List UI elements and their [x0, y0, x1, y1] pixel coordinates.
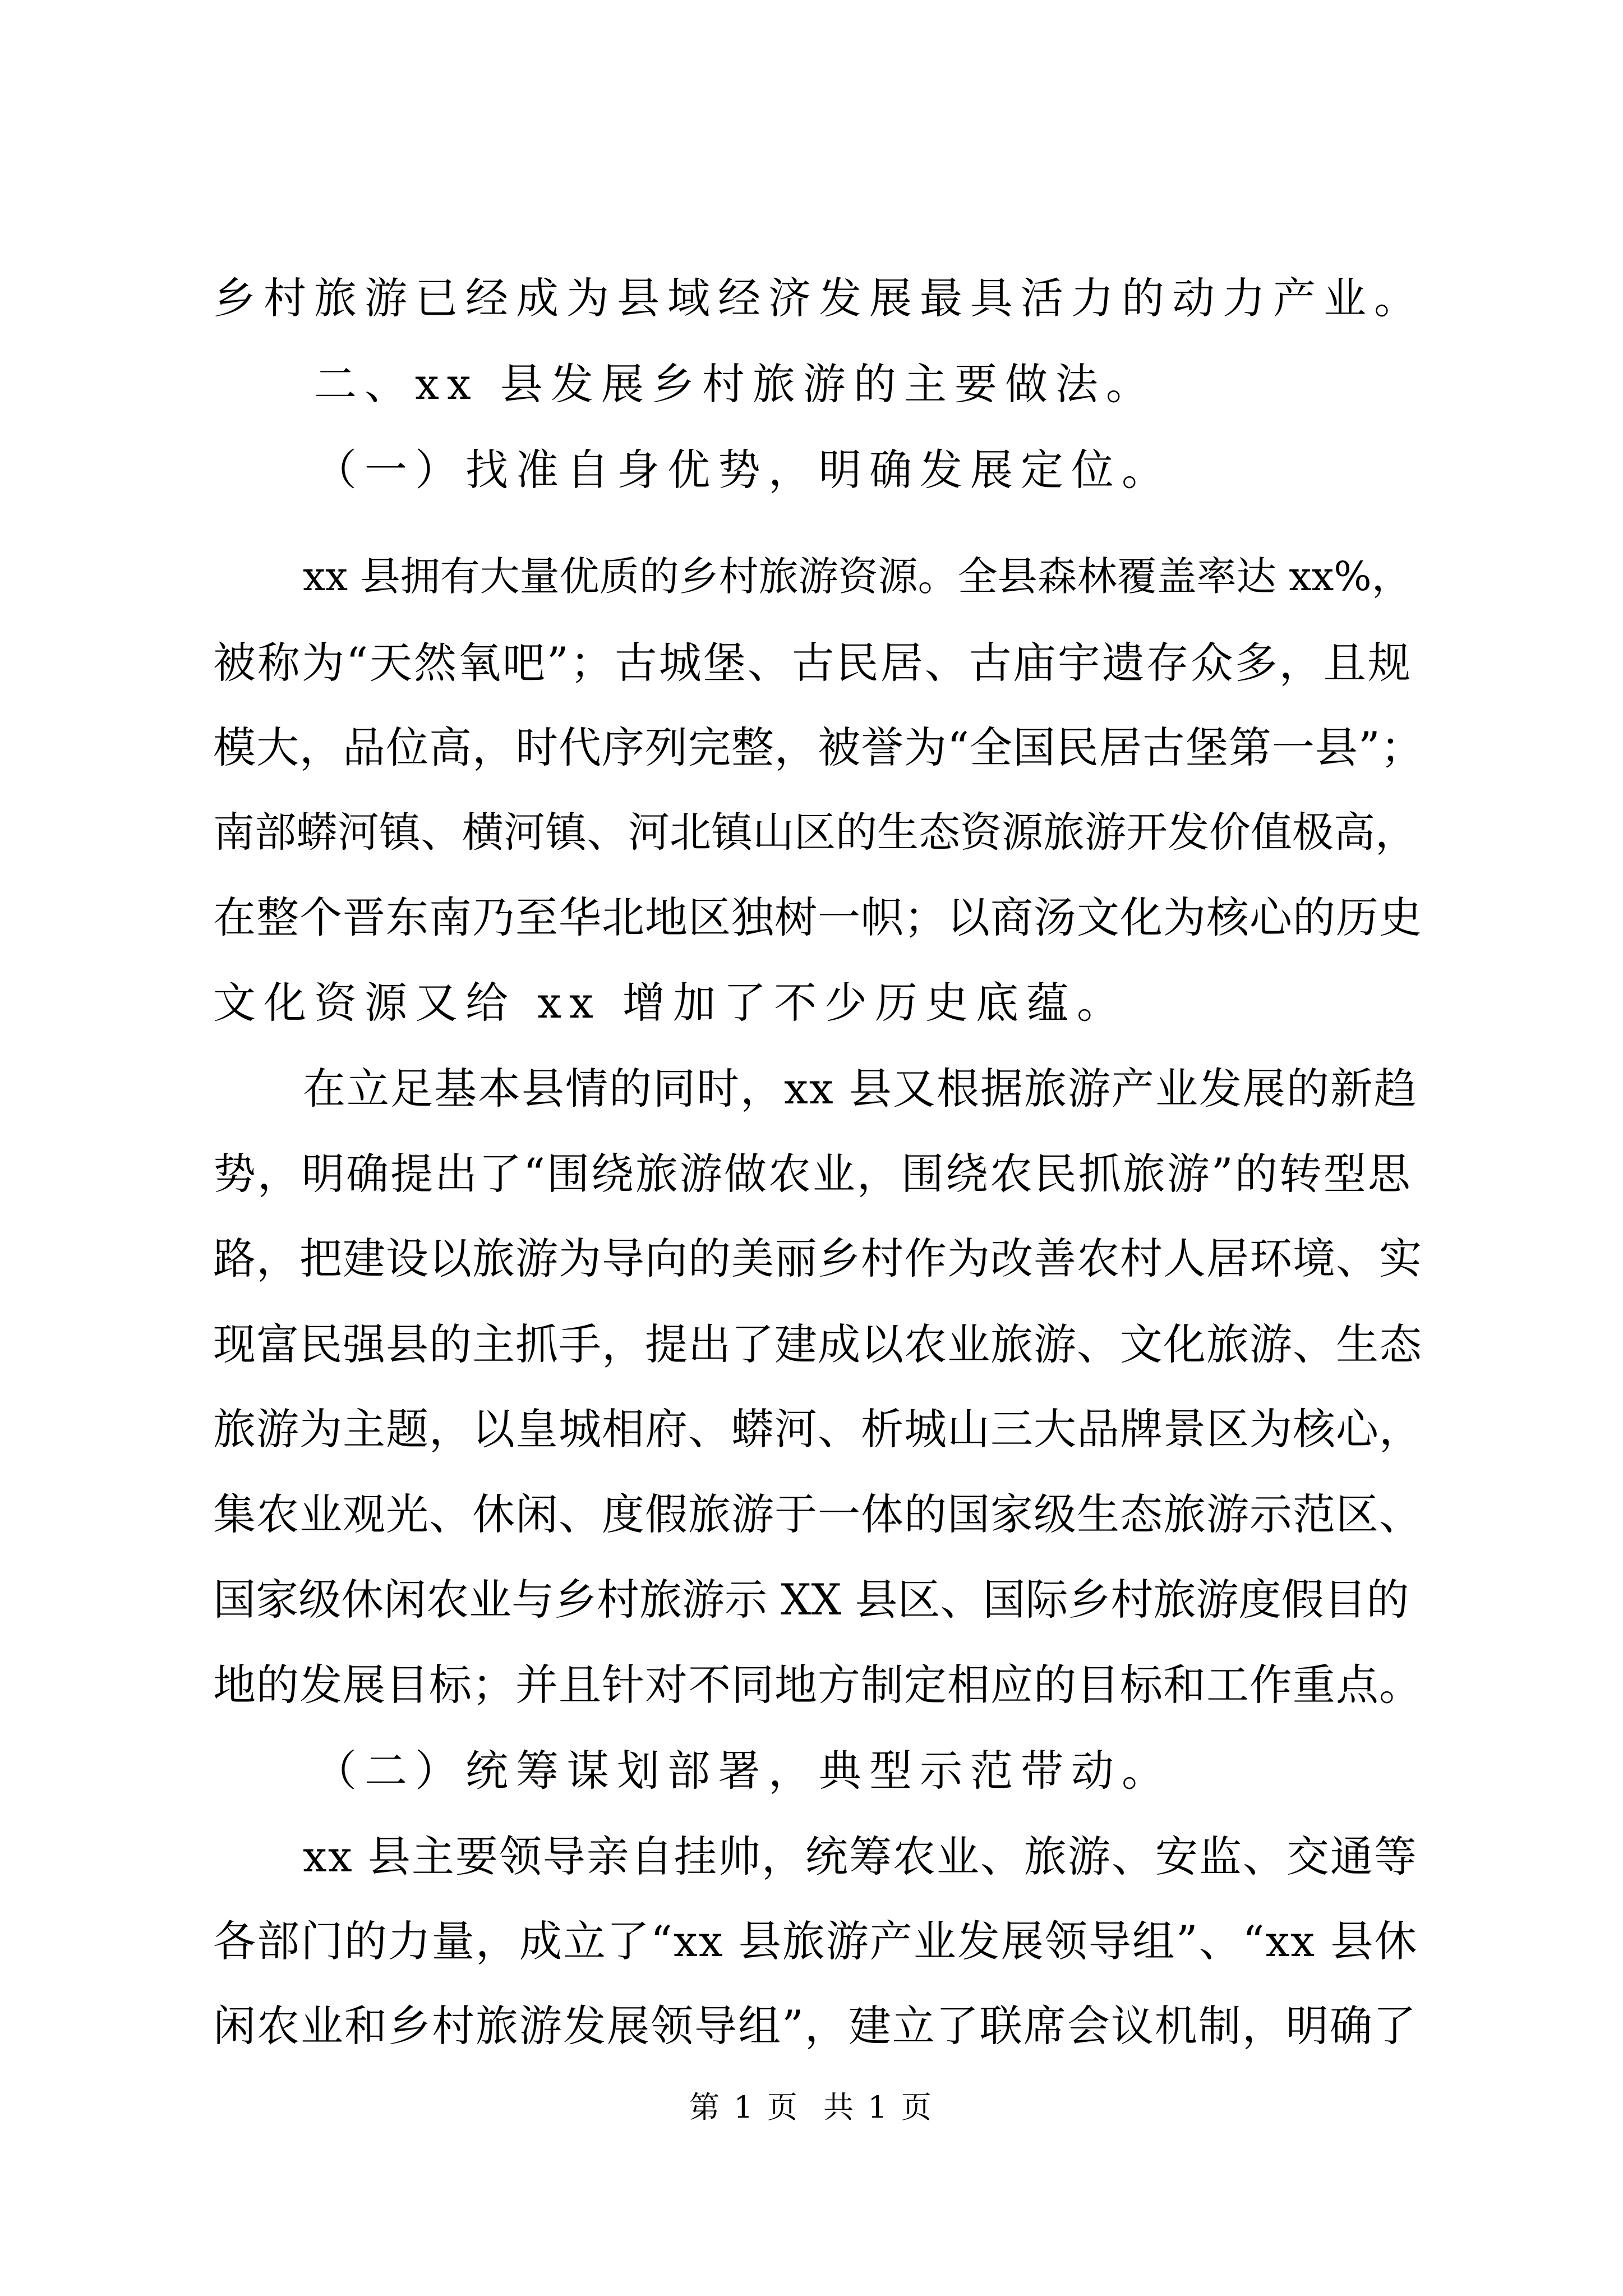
body-text-line: 地的发展目标；并且针对不同地方制定相应的目标和工作重点。 — [213, 1660, 1422, 1710]
body-text-line: 集农业观光、休闲、度假旅游于一体的国家级生态旅游示范区、 — [213, 1489, 1422, 1539]
body-text-line: 各部门的力量，成立了“xx 县旅游产业发展领导组”、“xx 县休 — [213, 1916, 1418, 1966]
body-text-line: 闲农业和乡村旅游发展领导组”，建立了联席会议机制，明确了 — [213, 2001, 1417, 2051]
subsection-heading: （二）统筹谋划部署，典型示范带动。 — [314, 1746, 1172, 1796]
body-text-line: 南部蟒河镇、横河镇、河北镇山区的生态资源旅游开发价值极高， — [213, 808, 1417, 857]
body-text-line: 文化资源又给 xx 增加了不少历史底蕴。 — [213, 978, 1128, 1028]
body-text-line: 被称为“天然氧吧”；古城堡、古民居、古庙宇遗存众多，且规 — [213, 638, 1412, 688]
body-text-line: 乡村旅游已经成为县域经济发展最具活力的动力产业。 — [213, 273, 1424, 323]
body-text-line: 在整个晋东南乃至华北地区独树一帜；以商汤文化为核心的历史 — [213, 892, 1422, 942]
body-text-line: 在立足基本县情的同时，xx 县又根据旅游产业发展的新趋 — [303, 1064, 1418, 1114]
subsection-heading: （一）找准自身优势，明确发展定位。 — [314, 445, 1172, 495]
body-text-line: 势，明确提出了“围绕旅游做农业，围绕农民抓旅游”的转型思 — [213, 1149, 1412, 1199]
body-text-line: 国家级休闲农业与乡村旅游示 XX 县区、国际乡村旅游度假目的 — [213, 1575, 1409, 1625]
body-text-line: xx 县拥有大量优质的乡村旅游资源。全县森林覆盖率达 xx%， — [303, 553, 1412, 600]
body-text-line: 现富民强县的主抓手，提出了建成以农业旅游、文化旅游、生态 — [213, 1319, 1422, 1369]
body-text-line: 模大，品位高，时代序列完整，被誉为“全国民居古堡第一县”； — [213, 723, 1424, 772]
body-text-line: 路，把建设以旅游为导向的美丽乡村作为改善农村人居环境、实 — [213, 1234, 1422, 1283]
body-text-line: 旅游为主题，以皇城相府、蟒河、析城山三大品牌景区为核心， — [213, 1404, 1422, 1454]
page-number-footer: 第 1 页 共 1 页 — [689, 2090, 934, 2125]
body-text-line: xx 县主要领导亲自挂帅，统筹农业、旅游、安监、交通等 — [303, 1832, 1418, 1881]
section-heading: 二、xx 县发展乡村旅游的主要做法。 — [314, 359, 1156, 409]
